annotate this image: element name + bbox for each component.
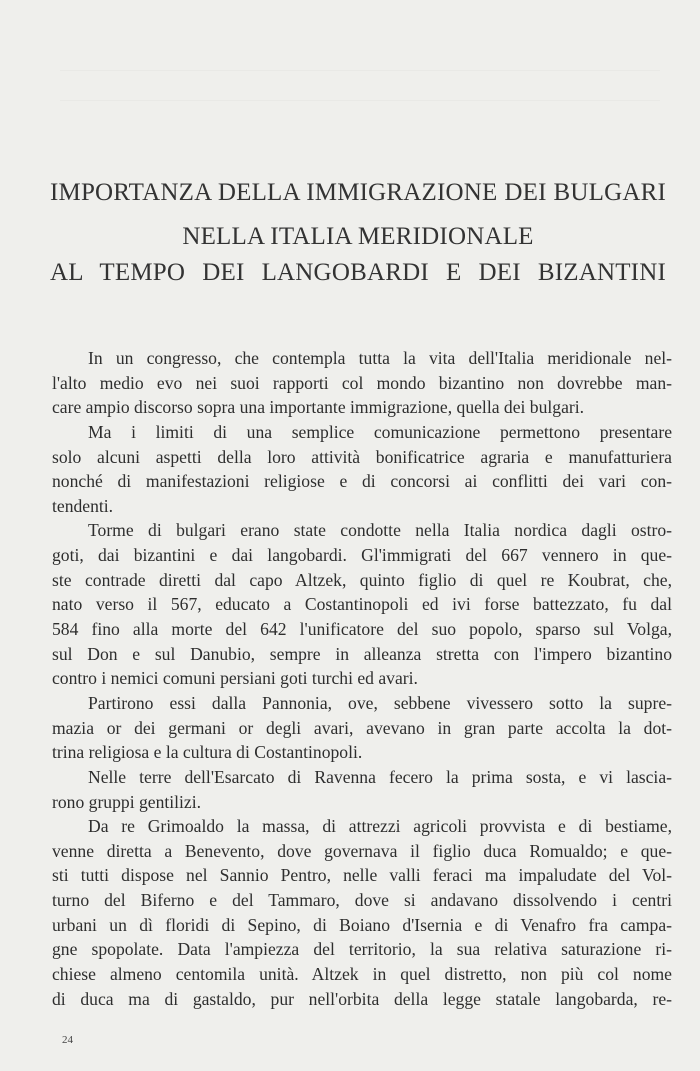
paragraph	[52, 346, 672, 420]
body-text	[52, 346, 672, 1011]
text-line: sti tutti dispose nel Sannio Pentro, nelle valli feraci ma impaludate del Vol-	[52, 865, 672, 886]
text-line: chiese almeno centomila unità. Altzek in quel distretto, non più col nome	[52, 964, 672, 985]
text-line: nonché di manifestazioni religiose e di concorsi ai conflitti dei vari con-	[52, 471, 672, 492]
paragraph	[52, 518, 672, 690]
text-line: Partirono essi dalla Pannonia, ove, sebbene vivessero sotto la supre-	[88, 692, 672, 713]
text-line: goti, dai bizantini e dai langobardi. Gl'immigrati del 667 vennero in que-	[52, 545, 672, 566]
text-line: care ampio discorso sopra una importante immigrazione, quella dei bulgari.	[52, 397, 585, 418]
text-line: mazia or dei germani or degli avari, avevano in gran parte accolta la dot-	[52, 717, 672, 738]
text-line: urbani un dì floridi di Sepino, di Boiano d'Isernia e di Venafro fra campa-	[52, 914, 672, 935]
text-line: In un congresso, che contempla tutta la vita dell'Italia meridionale nel-	[88, 348, 672, 368]
bleed-through-line	[60, 70, 660, 71]
text-line: nato verso il 567, educato a Costantinopoli ed ivi forse battezzato, fu dal	[52, 594, 672, 615]
text-line: 584 fino alla morte del 642 l'unificatore del suo popolo, sparso sul Volga,	[52, 619, 672, 640]
text-line: l'alto medio evo nei suoi rapporti col mondo bizantino non dovrebbe man-	[52, 372, 672, 393]
text-line: Ma i limiti di una semplice comunicazione permettono presentare	[88, 421, 672, 442]
text-line: solo alcuni aspetti della loro attività bonificatrice agraria e manufatturiera	[52, 446, 672, 467]
text-line: ste contrade diretti dal capo Altzek, quinto figlio di quel re Koubrat, che,	[52, 569, 672, 590]
text-line: Da re Grimoaldo la massa, di attrezzi agricoli provvista e di bestiame,	[88, 816, 672, 837]
paragraph	[52, 691, 672, 765]
text-line: contro i nemici comuni persiani goti turchi ed avari.	[52, 668, 418, 689]
text-line: gne spopolate. Data l'ampiezza del territorio, la sua relativa saturazione ri-	[52, 939, 672, 960]
text-line: venne diretta a Benevento, dove governava il figlio duca Romualdo; e que-	[52, 840, 672, 861]
text-line: Nelle terre dell'Esarcato di Ravenna fecero la prima sosta, e vi lascia-	[88, 766, 672, 787]
text-line: trina religiosa e la cultura di Costantinopoli.	[52, 742, 363, 763]
text-line: Torme di bulgari erano state condotte nella Italia nordica dagli ostro-	[88, 520, 672, 541]
text-line: rono gruppi gentilizi.	[52, 791, 202, 812]
text-line: tendenti.	[52, 495, 114, 516]
paragraph	[52, 420, 672, 519]
page-number: 24	[62, 1034, 73, 1046]
text-line: di duca ma di gastaldo, pur nell'orbita della legge statale langobarda, re-	[52, 988, 672, 1009]
title-line-3: AL TEMPO DEI LANGOBARDI E DEI BIZANTINI	[50, 259, 666, 286]
title-line-2: NELLA ITALIA MERIDIONALE	[182, 223, 534, 250]
paragraph	[52, 765, 672, 814]
text-line: sul Don e sul Danubio, sempre in alleanza stretta con l'impero bizantino	[52, 643, 672, 664]
title-line-1: IMPORTANZA DELLA IMMIGRAZIONE DEI BULGARI	[50, 179, 666, 206]
text-line: turno del Biferno e del Tammaro, dove si andavano dissolvendo i centri	[52, 890, 672, 911]
paragraph	[52, 814, 672, 1011]
bleed-through-line	[60, 100, 660, 101]
